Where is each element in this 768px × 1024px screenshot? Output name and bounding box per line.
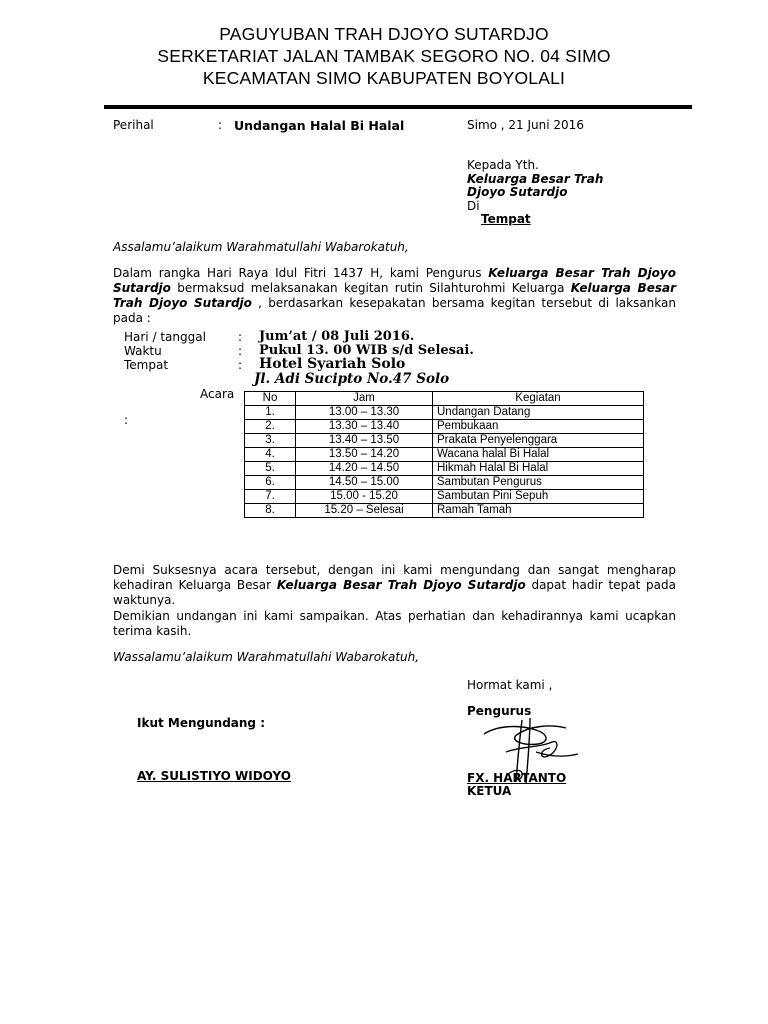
row-time: 13.00 – 13.30	[296, 406, 433, 420]
intro-text-2: bermaksud melaksanakan kegitan rutin Silahturohmi Keluarga	[170, 281, 571, 295]
place-date: Simo , 21 Juni 2016	[467, 118, 584, 132]
place-label: Tempat	[124, 358, 169, 372]
closing-text-1: Demi Suksesnya acara tersebut, dengan ini kami mengundang dan sangat mengharap kehadiran Keluarga Besar	[113, 563, 676, 592]
row-no: 1.	[245, 406, 296, 420]
row-time: 13.50 – 14.20	[296, 448, 433, 462]
header-no: No	[245, 392, 296, 406]
table-row	[245, 504, 644, 518]
recipient-line-3: Djoyo Sutardjo	[467, 185, 568, 199]
table-row	[245, 490, 644, 504]
row-time: 15.20 – Selesai	[296, 504, 433, 518]
recipient-line-2: Keluarga Besar Trah	[467, 172, 604, 186]
co-inviter-label: Ikut Mengundang :	[137, 716, 265, 730]
row-activity: Ramah Tamah	[433, 504, 644, 518]
table-row	[245, 406, 644, 420]
row-time: 15.00 - 15.20	[296, 490, 433, 504]
table-row	[245, 448, 644, 462]
row-no: 5.	[245, 462, 296, 476]
schedule-table	[244, 391, 644, 518]
regards: Hormat kami ,	[467, 678, 553, 692]
row-no: 2.	[245, 420, 296, 434]
perihal-colon: :	[218, 118, 223, 132]
closing-paragraph-2: Demikian undangan ini kami sampaikan. Atas perhatian dan kehadirannya kami ucapkan terima kasih.	[113, 609, 676, 638]
table-row	[245, 420, 644, 434]
agenda-colon: :	[124, 413, 129, 427]
row-time: 14.50 – 15.00	[296, 476, 433, 490]
closing-text-2: dapat hadir tepat pada waktunya.	[113, 578, 676, 607]
recipient-line-1: Kepada Yth.	[467, 158, 539, 172]
table-header-row	[245, 392, 644, 406]
row-no: 7.	[245, 490, 296, 504]
row-activity: Wacana halal Bi Halal	[433, 448, 644, 462]
co-inviter-name: AY. SULISTIYO WIDOYO	[137, 769, 291, 783]
perihal-label: Perihal	[113, 118, 154, 132]
header-jam: Jam	[296, 392, 433, 406]
table-row	[245, 462, 644, 476]
signer-name: FX. HARTANTO	[467, 771, 567, 785]
place-address: Jl. Adi Sucipto No.47 Solo	[254, 371, 450, 387]
signer-title: KETUA	[467, 784, 512, 798]
row-time: 13.30 – 13.40	[296, 420, 433, 434]
day-colon: :	[238, 330, 243, 344]
intro-paragraph	[113, 266, 676, 326]
letterhead-line-3: KECAMATAN SIMO KABUPATEN BOYOLALI	[202, 68, 566, 88]
row-time: 14.20 – 14.50	[296, 462, 433, 476]
farewell: Wassalamu’alaikum Warahmatullahi Wabarokatuh,	[113, 650, 420, 664]
closing-paragraph-1	[113, 563, 676, 608]
time-label: Waktu	[124, 344, 162, 358]
place-value: Hotel Syariah Solo	[259, 356, 406, 372]
perihal-value: Undangan Halal Bi Halal	[234, 118, 405, 133]
day-label: Hari / tanggal	[124, 330, 206, 344]
time-colon: :	[238, 344, 243, 358]
row-no: 4.	[245, 448, 296, 462]
table-row	[245, 434, 644, 448]
recipient-line-4: Di	[467, 199, 480, 213]
day-value: Jum’at / 08 Juli 2016.	[259, 329, 415, 344]
row-activity: Sambutan Pini Sepuh	[433, 490, 644, 504]
signer-role: Pengurus	[467, 704, 532, 718]
agenda-label: Acara	[200, 387, 235, 401]
intro-bold-1: Keluarga Besar Trah Djoyo Sutardjo	[113, 266, 676, 295]
row-activity: Prakata Penyelenggara	[433, 434, 644, 448]
row-no: 6.	[245, 476, 296, 490]
table-row	[245, 476, 644, 490]
intro-bold-2: Keluarga Besar Trah Djoyo Sutardjo	[113, 281, 677, 310]
letterhead-line-2: SERKETARIAT JALAN TAMBAK SEGORO NO. 04 SIMO	[157, 46, 611, 66]
greeting: Assalamu’alaikum Warahmatullahi Wabarokatuh,	[113, 240, 409, 254]
row-no: 3.	[245, 434, 296, 448]
header-divider	[104, 105, 692, 109]
row-activity: Undangan Datang	[433, 406, 644, 420]
closing-bold: Keluarga Besar Trah Djoyo Sutardjo	[276, 578, 526, 592]
intro-text-1: Dalam rangka Hari Raya Idul Fitri 1437 H, kami Pengurus	[113, 266, 489, 280]
row-activity: Sambutan Pengurus	[433, 476, 644, 490]
row-no: 8.	[245, 504, 296, 518]
row-activity: Pembukaan	[433, 420, 644, 434]
recipient-line-5: Tempat	[481, 212, 531, 226]
time-value: Pukul 13. 00 WIB s/d Selesai.	[259, 343, 474, 358]
row-time: 13.40 – 13.50	[296, 434, 433, 448]
intro-text-3: , berdasarkan kesepakatan bersama kegitan tersebut di laksankan pada :	[113, 296, 676, 325]
row-activity: Hikmah Halal Bi Halal	[433, 462, 644, 476]
letterhead-line-1: PAGUYUBAN TRAH DJOYO SUTARDJO	[219, 24, 549, 44]
place-colon: :	[238, 358, 243, 372]
header-kegiatan: Kegiatan	[433, 392, 644, 406]
